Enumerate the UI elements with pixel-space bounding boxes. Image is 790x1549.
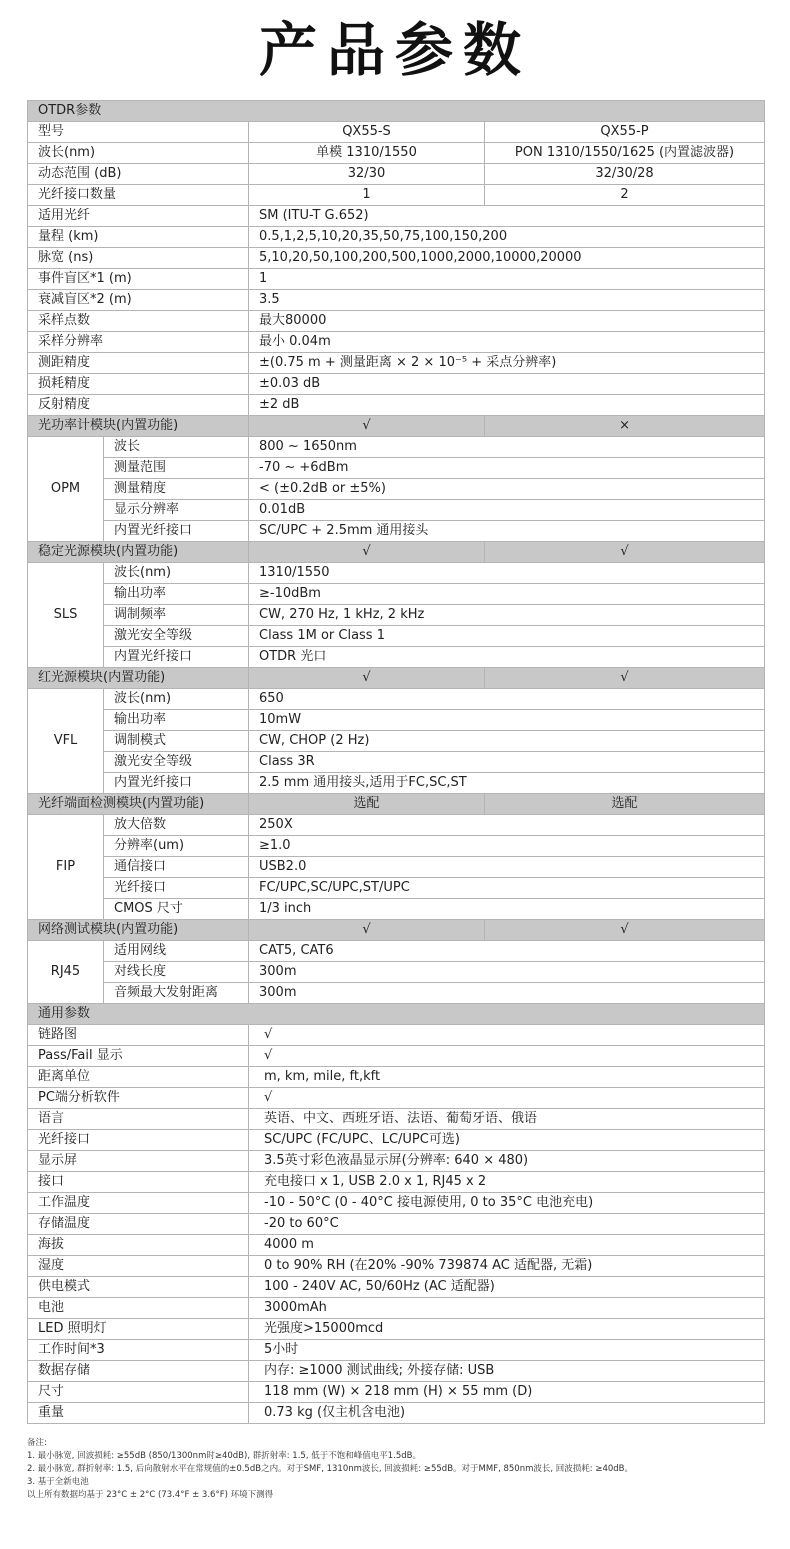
row-value: 最小 0.04m (249, 332, 765, 353)
table-row (28, 899, 765, 920)
row-label: 波长 (104, 437, 249, 458)
module-header (28, 794, 765, 815)
module-title: 光纤端面检测模块(内置功能) (28, 794, 249, 815)
row-label: 采样分辨率 (28, 332, 249, 353)
table-row (28, 290, 765, 311)
module-header (28, 416, 765, 437)
table-row (28, 395, 765, 416)
table-row (28, 1319, 765, 1340)
row-label: 波长(nm) (28, 143, 249, 164)
table-row (28, 1046, 765, 1067)
table-row (28, 1235, 765, 1256)
row-label: PC端分析软件 (28, 1088, 249, 1109)
table-row (28, 1298, 765, 1319)
row-value: SC/UPC + 2.5mm 通用接头 (249, 521, 765, 542)
module-title: 网络测试模块(内置功能) (28, 920, 249, 941)
value-qx55-s: √ (249, 668, 485, 689)
row-label: CMOS 尺寸 (104, 899, 249, 920)
row-value: 0.01dB (249, 500, 765, 521)
row-label: 量程 (km) (28, 227, 249, 248)
row-value: SM (ITU-T G.652) (249, 206, 765, 227)
row-value: < (±0.2dB or ±5%) (249, 479, 765, 500)
value-qx55-s: √ (249, 542, 485, 563)
row-label: 距离单位 (28, 1067, 249, 1088)
row-value: 5,10,20,50,100,200,500,1000,2000,10000,20000 (249, 248, 765, 269)
table-row (28, 962, 765, 983)
row-value: 118 mm (W) × 218 mm (H) × 55 mm (D) (249, 1382, 765, 1403)
value-qx55-p: PON 1310/1550/1625 (内置滤波器) (485, 143, 765, 164)
table-row (28, 773, 765, 794)
row-label: 显示分辨率 (104, 500, 249, 521)
table-row (28, 815, 765, 836)
table-row (28, 500, 765, 521)
row-value: CW, CHOP (2 Hz) (249, 731, 765, 752)
row-value: 5小时 (249, 1340, 765, 1361)
row-value: ≥-10dBm (249, 584, 765, 605)
row-value: 0 to 90% RH (在20% -90% 739874 AC 适配器, 无霜) (249, 1256, 765, 1277)
table-row (28, 605, 765, 626)
value-qx55-p: QX55-P (485, 122, 765, 143)
row-value: 英语、中文、西班牙语、法语、葡萄牙语、俄语 (249, 1109, 765, 1130)
table-row (28, 437, 765, 458)
row-label: 衰减盲区*2 (m) (28, 290, 249, 311)
footnote-line: 备注: (27, 1438, 47, 1448)
row-value: SC/UPC (FC/UPC、LC/UPC可选) (249, 1130, 765, 1151)
row-value: 光强度>15000mcd (249, 1319, 765, 1340)
row-value: 3.5 (249, 290, 765, 311)
module-group-label: OPM (28, 437, 104, 542)
table-row (28, 1214, 765, 1235)
table-row (28, 206, 765, 227)
row-label: 显示屏 (28, 1151, 249, 1172)
value-qx55-p: 2 (485, 185, 765, 206)
section-title: OTDR参数 (28, 101, 765, 122)
section-header (28, 1004, 765, 1025)
row-value: 2.5 mm 通用接头,适用于FC,SC,ST (249, 773, 765, 794)
row-value: -20 to 60°C (249, 1214, 765, 1235)
footnote-line: 2. 最小脉宽, 群折射率: 1.5, 后向散射水平在常规值的±0.5dB之内。对于SMF, 1310nm波长, 回波损耗: ≥55dB。对于MMF, 850nm波长, 回波损耗: ≥40dB。 (27, 1464, 634, 1474)
row-label: 波长(nm) (104, 563, 249, 584)
module-header (28, 668, 765, 689)
row-label: 脉宽 (ns) (28, 248, 249, 269)
row-value: 1/3 inch (249, 899, 765, 920)
row-label: 波长(nm) (104, 689, 249, 710)
table-row (28, 647, 765, 668)
row-value: 1310/1550 (249, 563, 765, 584)
table-row (28, 1193, 765, 1214)
table-row (28, 1130, 765, 1151)
row-label: 事件盲区*1 (m) (28, 269, 249, 290)
module-group-label: FIP (28, 815, 104, 920)
table-row (28, 1109, 765, 1130)
value-qx55-s: √ (249, 920, 485, 941)
table-row (28, 941, 765, 962)
row-label: 语言 (28, 1109, 249, 1130)
row-value: √ (249, 1046, 765, 1067)
module-group-label: SLS (28, 563, 104, 668)
row-value: 最大80000 (249, 311, 765, 332)
value-qx55-p: √ (485, 542, 765, 563)
table-row (28, 563, 765, 584)
row-label: 供电模式 (28, 1277, 249, 1298)
row-value: 100 - 240V AC, 50/60Hz (AC 适配器) (249, 1277, 765, 1298)
row-label: 调制频率 (104, 605, 249, 626)
table-row (28, 521, 765, 542)
module-header (28, 542, 765, 563)
footnote-line: 以上所有数据均基于 23°C ± 2°C (73.4°F ± 3.6°F) 环境下测得 (27, 1490, 274, 1500)
row-label: 损耗精度 (28, 374, 249, 395)
row-value: ≥1.0 (249, 836, 765, 857)
row-label: 工作时间*3 (28, 1340, 249, 1361)
footnote-line: 1. 最小脉宽, 回波损耗: ≥55dB (850/1300nm时≥40dB), 群折射率: 1.5, 低于不饱和峰值电平1.5dB。 (27, 1451, 421, 1461)
row-label: 反射精度 (28, 395, 249, 416)
row-label: 内置光纤接口 (104, 647, 249, 668)
table-row (28, 1277, 765, 1298)
footnote-line: 3. 基于全新电池 (27, 1477, 89, 1487)
module-group-label: VFL (28, 689, 104, 794)
table-row (28, 248, 765, 269)
table-row (28, 1025, 765, 1046)
table-row (28, 458, 765, 479)
value-qx55-p: 选配 (485, 794, 765, 815)
table-row (28, 164, 765, 185)
table-row (28, 1256, 765, 1277)
value-qx55-p: × (485, 416, 765, 437)
table-row (28, 710, 765, 731)
row-label: 内置光纤接口 (104, 521, 249, 542)
table-row (28, 689, 765, 710)
value-qx55-p: √ (485, 668, 765, 689)
row-value: USB2.0 (249, 857, 765, 878)
table-row (28, 626, 765, 647)
row-value: ±0.03 dB (249, 374, 765, 395)
row-value: ±(0.75 m + 测量距离 × 2 × 10⁻⁵ + 采点分辨率) (249, 353, 765, 374)
table-row (28, 584, 765, 605)
row-label: 激光安全等级 (104, 626, 249, 647)
row-value: ±2 dB (249, 395, 765, 416)
row-value: 250X (249, 815, 765, 836)
table-row (28, 269, 765, 290)
table-row (28, 374, 765, 395)
row-value: -10 - 50°C (0 - 40°C 接电源使用, 0 to 35°C 电池充电) (249, 1193, 765, 1214)
row-value: 300m (249, 983, 765, 1004)
module-group-label: RJ45 (28, 941, 104, 1004)
table-row (28, 1340, 765, 1361)
row-value: FC/UPC,SC/UPC,ST/UPC (249, 878, 765, 899)
table-row (28, 1361, 765, 1382)
row-label: 测量精度 (104, 479, 249, 500)
value-qx55-s: 选配 (249, 794, 485, 815)
value-qx55-s: √ (249, 416, 485, 437)
row-value: Class 1M or Class 1 (249, 626, 765, 647)
row-value: √ (249, 1025, 765, 1046)
row-label: 分辨率(um) (104, 836, 249, 857)
row-label: 放大倍数 (104, 815, 249, 836)
row-value: 800 ~ 1650nm (249, 437, 765, 458)
table-row (28, 857, 765, 878)
row-value: m, km, mile, ft,kft (249, 1067, 765, 1088)
row-label: 输出功率 (104, 584, 249, 605)
row-value: -70 ~ +6dBm (249, 458, 765, 479)
table-row (28, 143, 765, 164)
row-label: 尺寸 (28, 1382, 249, 1403)
row-label: 激光安全等级 (104, 752, 249, 773)
table-row (28, 353, 765, 374)
row-label: 海拔 (28, 1235, 249, 1256)
table-row (28, 752, 765, 773)
row-label: 电池 (28, 1298, 249, 1319)
row-label: LED 照明灯 (28, 1319, 249, 1340)
row-label: 通信接口 (104, 857, 249, 878)
table-row (28, 1088, 765, 1109)
value-qx55-p: 32/30/28 (485, 164, 765, 185)
value-qx55-s: 32/30 (249, 164, 485, 185)
module-title: 光功率计模块(内置功能) (28, 416, 249, 437)
row-value: √ (249, 1088, 765, 1109)
row-label: 适用网线 (104, 941, 249, 962)
row-value: CW, 270 Hz, 1 kHz, 2 kHz (249, 605, 765, 626)
row-label: 动态范围 (dB) (28, 164, 249, 185)
value-qx55-s: 单模 1310/1550 (249, 143, 485, 164)
table-row (28, 479, 765, 500)
row-value: 内存: ≥1000 测试曲线; 外接存储: USB (249, 1361, 765, 1382)
footnotes (27, 1437, 772, 1502)
row-value: 10mW (249, 710, 765, 731)
table-row (28, 731, 765, 752)
table-row (28, 836, 765, 857)
value-qx55-s: 1 (249, 185, 485, 206)
table-row (28, 1403, 765, 1424)
table-row (28, 185, 765, 206)
row-value: 650 (249, 689, 765, 710)
row-label: 光纤接口数量 (28, 185, 249, 206)
row-value: OTDR 光口 (249, 647, 765, 668)
table-row (28, 878, 765, 899)
section-header (28, 101, 765, 122)
row-label: 存储温度 (28, 1214, 249, 1235)
row-value: 1 (249, 269, 765, 290)
row-label: 采样点数 (28, 311, 249, 332)
page-title: 产品参数 (258, 16, 531, 84)
row-label: 测量范围 (104, 458, 249, 479)
row-label: Pass/Fail 显示 (28, 1046, 249, 1067)
table-row (28, 1172, 765, 1193)
row-value: 充电接口 x 1, USB 2.0 x 1, RJ45 x 2 (249, 1172, 765, 1193)
table-row (28, 983, 765, 1004)
row-value: CAT5, CAT6 (249, 941, 765, 962)
row-value: 3.5英寸彩色液晶显示屏(分辨率: 640 × 480) (249, 1151, 765, 1172)
row-value: 0.73 kg (仅主机含电池) (249, 1403, 765, 1424)
row-label: 数据存储 (28, 1361, 249, 1382)
row-label: 调制模式 (104, 731, 249, 752)
row-value: 0.5,1,2,5,10,20,35,50,75,100,150,200 (249, 227, 765, 248)
table-row (28, 1151, 765, 1172)
module-title: 稳定光源模块(内置功能) (28, 542, 249, 563)
table-row (28, 122, 765, 143)
value-qx55-s: QX55-S (249, 122, 485, 143)
row-value: 300m (249, 962, 765, 983)
row-label: 内置光纤接口 (104, 773, 249, 794)
module-title: 红光源模块(内置功能) (28, 668, 249, 689)
row-label: 对线长度 (104, 962, 249, 983)
row-value: 3000mAh (249, 1298, 765, 1319)
row-label: 接口 (28, 1172, 249, 1193)
row-label: 输出功率 (104, 710, 249, 731)
value-qx55-p: √ (485, 920, 765, 941)
row-label: 链路图 (28, 1025, 249, 1046)
table-row (28, 1067, 765, 1088)
row-label: 音频最大发射距离 (104, 983, 249, 1004)
row-label: 光纤接口 (28, 1130, 249, 1151)
spec-table (27, 100, 765, 1424)
row-value: Class 3R (249, 752, 765, 773)
table-row (28, 332, 765, 353)
row-label: 光纤接口 (104, 878, 249, 899)
table-row (28, 227, 765, 248)
row-label: 型号 (28, 122, 249, 143)
module-header (28, 920, 765, 941)
row-label: 重量 (28, 1403, 249, 1424)
row-label: 适用光纤 (28, 206, 249, 227)
section-title: 通用参数 (28, 1004, 765, 1025)
row-label: 工作温度 (28, 1193, 249, 1214)
table-row (28, 1382, 765, 1403)
row-label: 测距精度 (28, 353, 249, 374)
row-label: 湿度 (28, 1256, 249, 1277)
table-row (28, 311, 765, 332)
row-value: 4000 m (249, 1235, 765, 1256)
